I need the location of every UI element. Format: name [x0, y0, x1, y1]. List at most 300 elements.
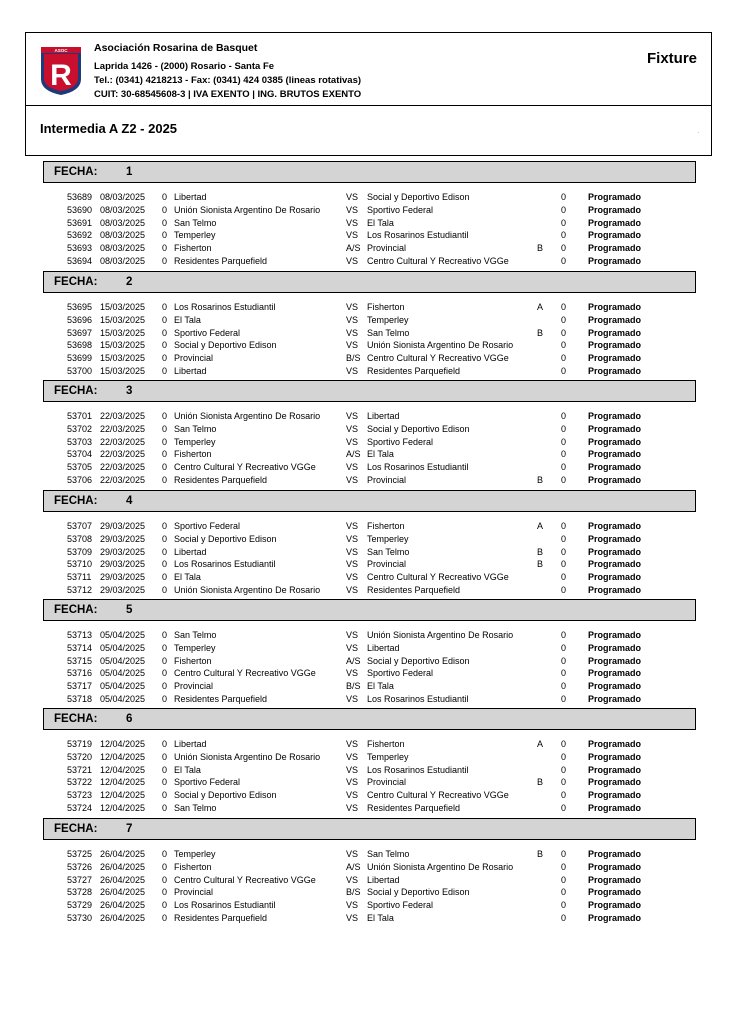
home-score: 0 [162, 642, 168, 653]
match-date: 05/04/2025 [100, 681, 146, 692]
versus-label: VS [346, 230, 359, 241]
match-status: Programado [588, 474, 642, 485]
versus-label: B/S [346, 681, 361, 692]
fecha-section [43, 818, 696, 926]
away-team: Fisherton [367, 739, 405, 749]
home-team: Temperley [174, 230, 216, 241]
home-team: Unión Sionista Argentino De Rosario [174, 751, 321, 762]
match-status: Programado [588, 693, 642, 704]
match-id: 53727 [67, 874, 93, 885]
zone-letter: B [537, 327, 544, 338]
match-row [43, 913, 696, 926]
away-team: El Tala [367, 217, 394, 228]
fecha-header [43, 161, 696, 183]
match-row [43, 315, 696, 328]
match-id: 53699 [67, 353, 93, 364]
header-divider [26, 105, 711, 106]
home-team: Residentes Parquefield [174, 912, 268, 923]
match-id: 53696 [67, 314, 93, 325]
match-id: 53725 [67, 849, 93, 859]
away-team: Los Rosarinos Estudiantil [367, 230, 469, 241]
match-row [43, 790, 696, 803]
away-team: Sportivo Federal [367, 436, 434, 447]
away-score: 0 [561, 436, 567, 447]
match-row [43, 803, 696, 816]
versus-label: VS [346, 436, 359, 447]
away-team: Los Rosarinos Estudiantil [367, 693, 469, 704]
versus-label: VS [346, 204, 359, 215]
away-team: Los Rosarinos Estudiantil [367, 764, 469, 775]
fecha-header [43, 271, 696, 293]
match-id: 53701 [67, 411, 93, 421]
away-team: Sportivo Federal [367, 204, 434, 215]
home-score: 0 [162, 861, 168, 872]
match-date: 29/03/2025 [100, 521, 146, 531]
fecha-label: FECHA: [54, 166, 98, 178]
match-date: 12/04/2025 [100, 790, 146, 801]
away-score: 0 [561, 411, 567, 421]
versus-label: VS [346, 912, 359, 923]
away-score: 0 [561, 353, 567, 364]
fecha-label: FECHA: [54, 276, 98, 288]
home-team: San Telmo [174, 423, 217, 434]
match-date: 05/04/2025 [100, 655, 146, 666]
home-score: 0 [162, 874, 168, 885]
fecha-label: FECHA: [54, 823, 98, 835]
away-score: 0 [561, 802, 567, 813]
match-row [43, 643, 696, 656]
home-score: 0 [162, 314, 168, 325]
match-date: 26/04/2025 [100, 874, 146, 885]
match-date: 29/03/2025 [100, 584, 146, 595]
fecha-label: FECHA: [54, 385, 98, 397]
match-row [43, 862, 696, 875]
home-team: Temperley [174, 642, 216, 653]
match-id: 53719 [67, 739, 93, 749]
home-team: Temperley [174, 436, 216, 447]
match-status: Programado [588, 340, 642, 351]
match-date: 29/03/2025 [100, 546, 146, 557]
away-score: 0 [561, 327, 567, 338]
match-date: 15/03/2025 [100, 327, 146, 338]
versus-label: VS [346, 411, 359, 421]
away-team: Unión Sionista Argentino De Rosario [367, 861, 514, 872]
home-score: 0 [162, 802, 168, 813]
home-score: 0 [162, 668, 168, 679]
home-team: Libertad [174, 192, 207, 202]
away-score: 0 [561, 204, 567, 215]
away-team: Social y Deportivo Edison [367, 423, 470, 434]
home-score: 0 [162, 912, 168, 923]
org-address: Laprida 1426 - (2000) Rosario - Santa Fe [94, 61, 275, 72]
away-team: Libertad [367, 642, 400, 653]
home-score: 0 [162, 849, 168, 859]
away-team: Provincial [367, 243, 407, 254]
home-team: El Tala [174, 764, 201, 775]
away-score: 0 [561, 887, 567, 898]
home-score: 0 [162, 546, 168, 557]
fecha-section [43, 161, 696, 269]
match-status: Programado [588, 423, 642, 434]
versus-label: A/S [346, 449, 361, 460]
away-score: 0 [561, 243, 567, 254]
home-score: 0 [162, 462, 168, 473]
competition-title: Intermedia A Z2 - 2025 [40, 121, 178, 136]
match-date: 22/03/2025 [100, 474, 146, 485]
versus-label: VS [346, 693, 359, 704]
org-tax-info: CUIT: 30-68545608-3 | IVA EXENTO | ING. BRUTOS EXENTO [94, 89, 362, 100]
home-team: Sportivo Federal [174, 777, 241, 788]
match-id: 53730 [67, 912, 93, 923]
home-score: 0 [162, 230, 168, 241]
match-date: 22/03/2025 [100, 449, 146, 460]
match-date: 12/04/2025 [100, 764, 146, 775]
match-date: 08/03/2025 [100, 217, 146, 228]
fecha-header [43, 708, 696, 730]
zone-letter: A [537, 739, 544, 749]
match-row [43, 887, 696, 900]
home-score: 0 [162, 790, 168, 801]
match-date: 05/04/2025 [100, 668, 146, 679]
match-date: 08/03/2025 [100, 255, 146, 266]
home-score: 0 [162, 751, 168, 762]
match-list [43, 849, 696, 926]
zone-letter: B [537, 474, 544, 485]
match-list [43, 739, 696, 816]
home-team: Unión Sionista Argentino De Rosario [174, 584, 321, 595]
versus-label: VS [346, 584, 359, 595]
away-team: Fisherton [367, 302, 405, 312]
match-id: 53695 [67, 302, 93, 312]
match-status: Programado [588, 314, 642, 325]
match-id: 53689 [67, 192, 93, 202]
match-status: Programado [588, 802, 642, 813]
home-score: 0 [162, 559, 168, 570]
match-id: 53716 [67, 668, 93, 679]
fecha-header [43, 490, 696, 512]
home-team: Temperley [174, 849, 216, 859]
home-score: 0 [162, 302, 168, 312]
match-status: Programado [588, 365, 642, 376]
match-date: 08/03/2025 [100, 204, 146, 215]
match-status: Programado [588, 642, 642, 653]
match-row [43, 681, 696, 694]
away-score: 0 [561, 340, 567, 351]
match-id: 53697 [67, 327, 93, 338]
fecha-number: 5 [126, 604, 133, 616]
match-date: 22/03/2025 [100, 436, 146, 447]
away-score: 0 [561, 474, 567, 485]
match-date: 29/03/2025 [100, 572, 146, 583]
versus-label: VS [346, 217, 359, 228]
home-score: 0 [162, 449, 168, 460]
match-id: 53702 [67, 423, 93, 434]
fecha-label: FECHA: [54, 604, 98, 616]
fecha-section [43, 599, 696, 707]
away-score: 0 [561, 365, 567, 376]
zone-letter: A [537, 521, 544, 531]
home-team: San Telmo [174, 630, 217, 640]
home-score: 0 [162, 630, 168, 640]
home-score: 0 [162, 327, 168, 338]
match-id: 53690 [67, 204, 93, 215]
versus-label: VS [346, 314, 359, 325]
match-row [43, 739, 696, 752]
versus-label: VS [346, 365, 359, 376]
versus-label: VS [346, 642, 359, 653]
home-team: El Tala [174, 314, 201, 325]
fecha-header [43, 380, 696, 402]
match-id: 53692 [67, 230, 93, 241]
home-team: Centro Cultural Y Recreativo VGGe [174, 874, 316, 885]
home-team: Fisherton [174, 655, 212, 666]
match-status: Programado [588, 655, 642, 666]
match-status: Programado [588, 900, 642, 911]
match-row [43, 585, 696, 598]
match-status: Programado [588, 533, 642, 544]
match-status: Programado [588, 353, 642, 364]
away-score: 0 [561, 230, 567, 241]
home-team: Libertad [174, 546, 207, 557]
association-logo [38, 43, 84, 97]
match-status: Programado [588, 243, 642, 254]
fecha-section [43, 490, 696, 598]
match-row [43, 752, 696, 765]
away-score: 0 [561, 849, 567, 859]
match-row [43, 411, 696, 424]
home-team: Centro Cultural Y Recreativo VGGe [174, 462, 316, 473]
match-id: 53711 [67, 572, 92, 583]
away-score: 0 [561, 584, 567, 595]
home-score: 0 [162, 340, 168, 351]
versus-label: A/S [346, 655, 361, 666]
away-score: 0 [561, 559, 567, 570]
match-date: 22/03/2025 [100, 462, 146, 473]
versus-label: B/S [346, 353, 361, 364]
away-score: 0 [561, 217, 567, 228]
match-row [43, 353, 696, 366]
away-team: Temperley [367, 751, 409, 762]
match-id: 53706 [67, 474, 93, 485]
away-score: 0 [561, 874, 567, 885]
away-score: 0 [561, 423, 567, 434]
match-status: Programado [588, 217, 642, 228]
match-date: 05/04/2025 [100, 642, 146, 653]
away-score: 0 [561, 462, 567, 473]
match-status: Programado [588, 874, 642, 885]
away-team: San Telmo [367, 849, 410, 859]
fecha-label: FECHA: [54, 495, 98, 507]
match-list [43, 521, 696, 598]
versus-label: VS [346, 790, 359, 801]
match-id: 53708 [67, 533, 93, 544]
match-date: 29/03/2025 [100, 559, 146, 570]
home-team: San Telmo [174, 802, 217, 813]
match-status: Programado [588, 912, 642, 923]
match-date: 26/04/2025 [100, 849, 146, 859]
match-row [43, 875, 696, 888]
home-team: Centro Cultural Y Recreativo VGGe [174, 668, 316, 679]
away-score: 0 [561, 739, 567, 749]
away-score: 0 [561, 693, 567, 704]
home-team: Unión Sionista Argentino De Rosario [174, 204, 321, 215]
match-row [43, 256, 696, 269]
match-row [43, 205, 696, 218]
away-team: El Tala [367, 681, 394, 692]
fecha-section [43, 271, 696, 379]
match-id: 53712 [67, 584, 93, 595]
home-score: 0 [162, 584, 168, 595]
match-id: 53700 [67, 365, 93, 376]
match-row [43, 218, 696, 231]
match-row [43, 656, 696, 669]
match-status: Programado [588, 327, 642, 338]
document-header [25, 32, 712, 156]
away-score: 0 [561, 900, 567, 911]
match-status: Programado [588, 739, 642, 749]
home-score: 0 [162, 217, 168, 228]
match-list [43, 192, 696, 269]
away-team: Fisherton [367, 521, 405, 531]
zone-letter: B [537, 243, 544, 254]
match-row [43, 302, 696, 315]
home-score: 0 [162, 474, 168, 485]
match-row [43, 572, 696, 585]
away-team: Residentes Parquefield [367, 584, 461, 595]
home-team: Residentes Parquefield [174, 693, 268, 704]
match-status: Programado [588, 777, 642, 788]
match-id: 53693 [67, 243, 93, 254]
match-date: 15/03/2025 [100, 353, 146, 364]
match-status: Programado [588, 681, 642, 692]
match-date: 22/03/2025 [100, 423, 146, 434]
away-team: San Telmo [367, 546, 410, 557]
home-team: Unión Sionista Argentino De Rosario [174, 411, 321, 421]
home-team: Fisherton [174, 243, 212, 254]
match-status: Programado [588, 521, 642, 531]
match-date: 08/03/2025 [100, 230, 146, 241]
away-team: Provincial [367, 777, 407, 788]
versus-label: VS [346, 849, 359, 859]
match-date: 12/04/2025 [100, 802, 146, 813]
versus-label: VS [346, 327, 359, 338]
match-date: 08/03/2025 [100, 192, 146, 202]
match-status: Programado [588, 584, 642, 595]
match-id: 53710 [67, 559, 93, 570]
home-score: 0 [162, 521, 168, 531]
logo-letter: R [50, 59, 72, 92]
fecha-number: 2 [126, 276, 133, 288]
away-team: Libertad [367, 411, 400, 421]
match-id: 53726 [67, 861, 93, 872]
match-id: 53718 [67, 693, 93, 704]
home-team: Provincial [174, 353, 214, 364]
away-team: Centro Cultural Y Recreativo VGGe [367, 255, 509, 266]
match-id: 53704 [67, 449, 93, 460]
match-id: 53709 [67, 546, 93, 557]
home-team: Sportivo Federal [174, 327, 241, 338]
match-id: 53729 [67, 900, 93, 911]
home-team: Libertad [174, 365, 207, 376]
versus-label: VS [346, 546, 359, 557]
match-id: 53691 [67, 217, 93, 228]
home-score: 0 [162, 887, 168, 898]
match-row [43, 462, 696, 475]
match-status: Programado [588, 192, 642, 202]
match-row [43, 192, 696, 205]
match-status: Programado [588, 861, 642, 872]
match-status: Programado [588, 255, 642, 266]
match-list [43, 302, 696, 379]
match-row [43, 437, 696, 450]
home-team: El Tala [174, 572, 201, 583]
away-team: Centro Cultural Y Recreativo VGGe [367, 353, 509, 364]
away-score: 0 [561, 777, 567, 788]
fecha-section [43, 708, 696, 816]
home-score: 0 [162, 192, 168, 202]
match-date: 15/03/2025 [100, 365, 146, 376]
match-id: 53705 [67, 462, 93, 473]
match-id: 53707 [67, 521, 93, 531]
match-id: 53724 [67, 802, 93, 813]
home-team: Los Rosarinos Estudiantil [174, 559, 276, 570]
match-id: 53728 [67, 887, 93, 898]
versus-label: VS [346, 474, 359, 485]
fecha-number: 4 [126, 495, 133, 507]
fecha-number: 1 [126, 166, 133, 178]
home-team: Social y Deportivo Edison [174, 340, 277, 351]
match-status: Programado [588, 849, 642, 859]
match-row [43, 777, 696, 790]
away-score: 0 [561, 449, 567, 460]
match-date: 15/03/2025 [100, 302, 146, 312]
home-score: 0 [162, 681, 168, 692]
versus-label: VS [346, 255, 359, 266]
fecha-header [43, 599, 696, 621]
match-row [43, 534, 696, 547]
match-status: Programado [588, 572, 642, 583]
zone-letter: B [537, 777, 544, 788]
org-phone: Tel.: (0341) 4218213 - Fax: (0341) 424 0385 (lineas rotativas) [94, 75, 362, 86]
match-row [43, 328, 696, 341]
versus-label: VS [346, 559, 359, 570]
logo-text: ASOC [54, 48, 68, 53]
away-score: 0 [561, 668, 567, 679]
home-score: 0 [162, 204, 168, 215]
match-id: 53720 [67, 751, 93, 762]
match-date: 26/04/2025 [100, 861, 146, 872]
home-score: 0 [162, 777, 168, 788]
away-score: 0 [561, 521, 567, 531]
fecha-number: 6 [126, 713, 133, 725]
home-score: 0 [162, 423, 168, 434]
match-date: 15/03/2025 [100, 314, 146, 325]
away-team: El Tala [367, 912, 394, 923]
fecha-section [43, 380, 696, 488]
match-date: 29/03/2025 [100, 533, 146, 544]
org-name: Asociación Rosarina de Basquet [94, 42, 258, 54]
match-date: 05/04/2025 [100, 693, 146, 704]
match-row [43, 765, 696, 778]
match-row [43, 694, 696, 707]
versus-label: A/S [346, 243, 361, 254]
home-team: Provincial [174, 681, 214, 692]
versus-label: VS [346, 462, 359, 473]
match-list [43, 630, 696, 707]
match-row [43, 900, 696, 913]
home-score: 0 [162, 900, 168, 911]
versus-label: VS [346, 423, 359, 434]
